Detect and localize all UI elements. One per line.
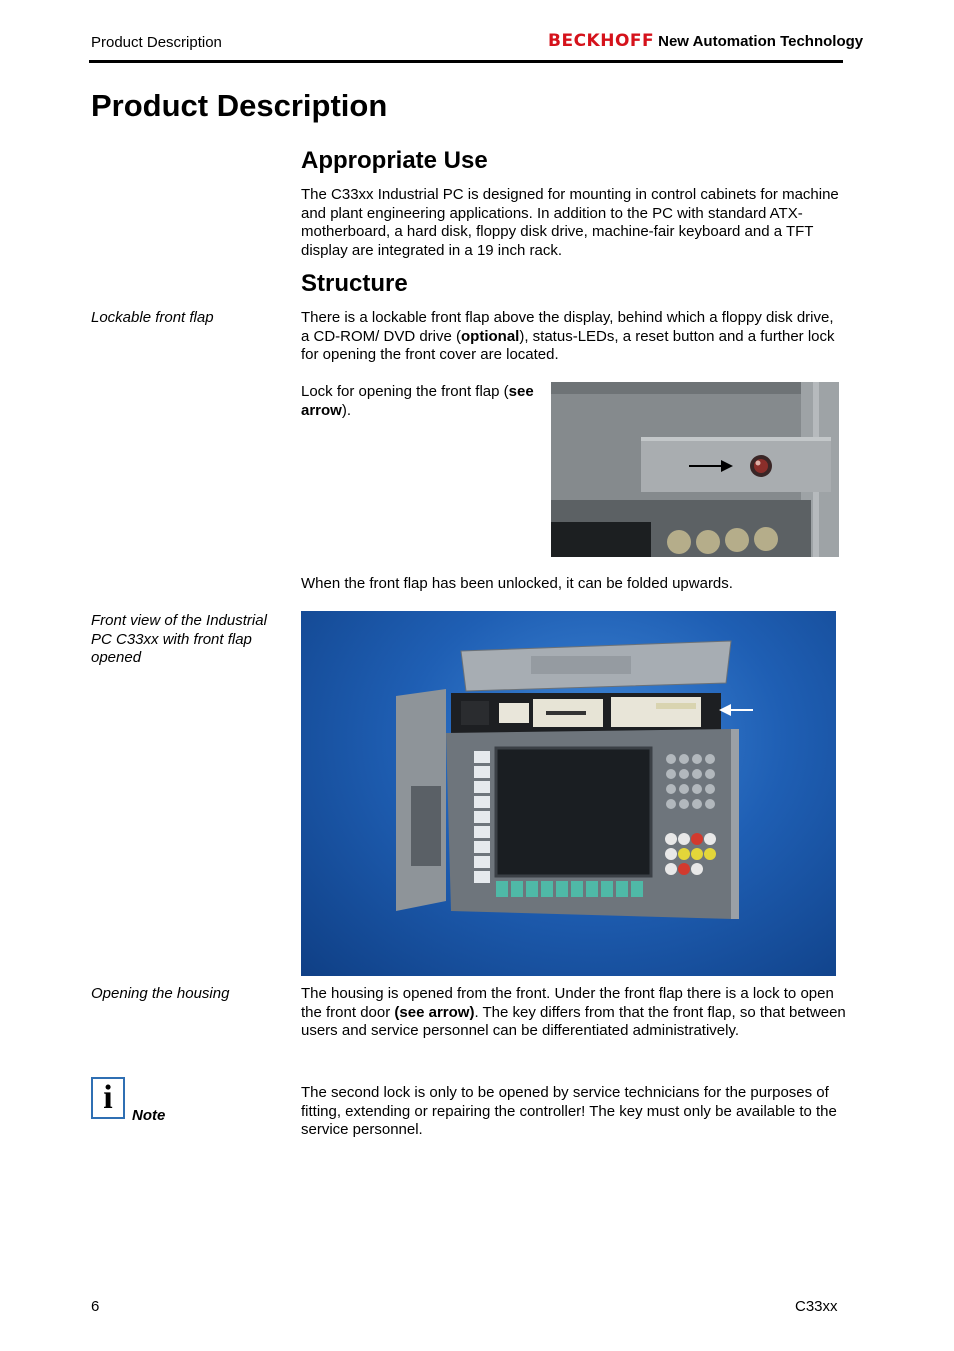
header-rule bbox=[89, 60, 843, 63]
appropriate-use-text: The C33xx Industrial PC is designed for mounting in control cabinets for machine and plant engineering applications. In addition to the PC with standard ATX-motherboard, a hard disk, floppy disk drive, machine-fair keyboard and a TFT display are integrated in a 19 inch rack. bbox=[301, 186, 839, 260]
side-label-front-view: Front view of the Industrial PC C33xx with front flap opened bbox=[91, 612, 267, 667]
note-label: Note bbox=[132, 1107, 166, 1124]
brand-name: BECKHOFF bbox=[548, 31, 655, 51]
industrial-pc-illustration bbox=[301, 611, 836, 976]
brand-tagline: New Automation Technology bbox=[658, 33, 864, 50]
front-flap-text bbox=[301, 309, 846, 365]
lock-caption bbox=[301, 383, 536, 420]
industrial-pc-front-photo bbox=[301, 611, 836, 976]
front-flap-lock-photo bbox=[551, 382, 839, 557]
side-label-opening-housing: Opening the housing bbox=[91, 985, 230, 1002]
front-flap-text-bold: optional bbox=[461, 327, 520, 345]
lock-caption-bold: see arrow bbox=[301, 383, 534, 419]
heading-structure: Structure bbox=[301, 270, 408, 297]
info-icon bbox=[91, 1077, 125, 1119]
product-name: C33xx bbox=[795, 1298, 838, 1315]
housing-text-part: The housing is opened from the front. Under the front flap there is a lock to open the front door bbox=[301, 985, 834, 1021]
lock-caption-part: Lock for opening the front flap ( bbox=[301, 383, 509, 400]
housing-text-part: . The key differs from that the front flap, so that between users and service personnel can be differentiated administratively. bbox=[301, 1003, 846, 1040]
lock-caption-part: ). bbox=[341, 401, 352, 419]
unlocked-text: When the front flap has been unlocked, it can be folded upwards. bbox=[301, 575, 733, 592]
housing-text bbox=[301, 985, 846, 1041]
housing-text-bold: (see arrow) bbox=[394, 1003, 475, 1021]
front-flap-lock-illustration bbox=[551, 382, 839, 557]
side-label-front-flap: Lockable front flap bbox=[91, 309, 214, 326]
page-number: 6 bbox=[91, 1298, 100, 1315]
note-text: The second lock is only to be opened by service technicians for the purposes of fitting, extending or repairing the controller! The key must only be available to the service personnel. bbox=[301, 1084, 837, 1139]
page-title: Product Description bbox=[91, 88, 388, 123]
info-icon-glyph: i bbox=[103, 1079, 113, 1116]
heading-appropriate-use: Appropriate Use bbox=[301, 147, 488, 174]
front-flap-text-part: There is a lockable front flap above the display, behind which a floppy disk drive, a CD-ROM/ DVD drive ( bbox=[301, 309, 834, 345]
front-flap-text-part: ), status-LEDs, a reset button and a further lock for opening the front cover are located. bbox=[301, 327, 835, 364]
beckhoff-logo bbox=[548, 31, 863, 51]
running-header: Product Description bbox=[91, 34, 222, 51]
